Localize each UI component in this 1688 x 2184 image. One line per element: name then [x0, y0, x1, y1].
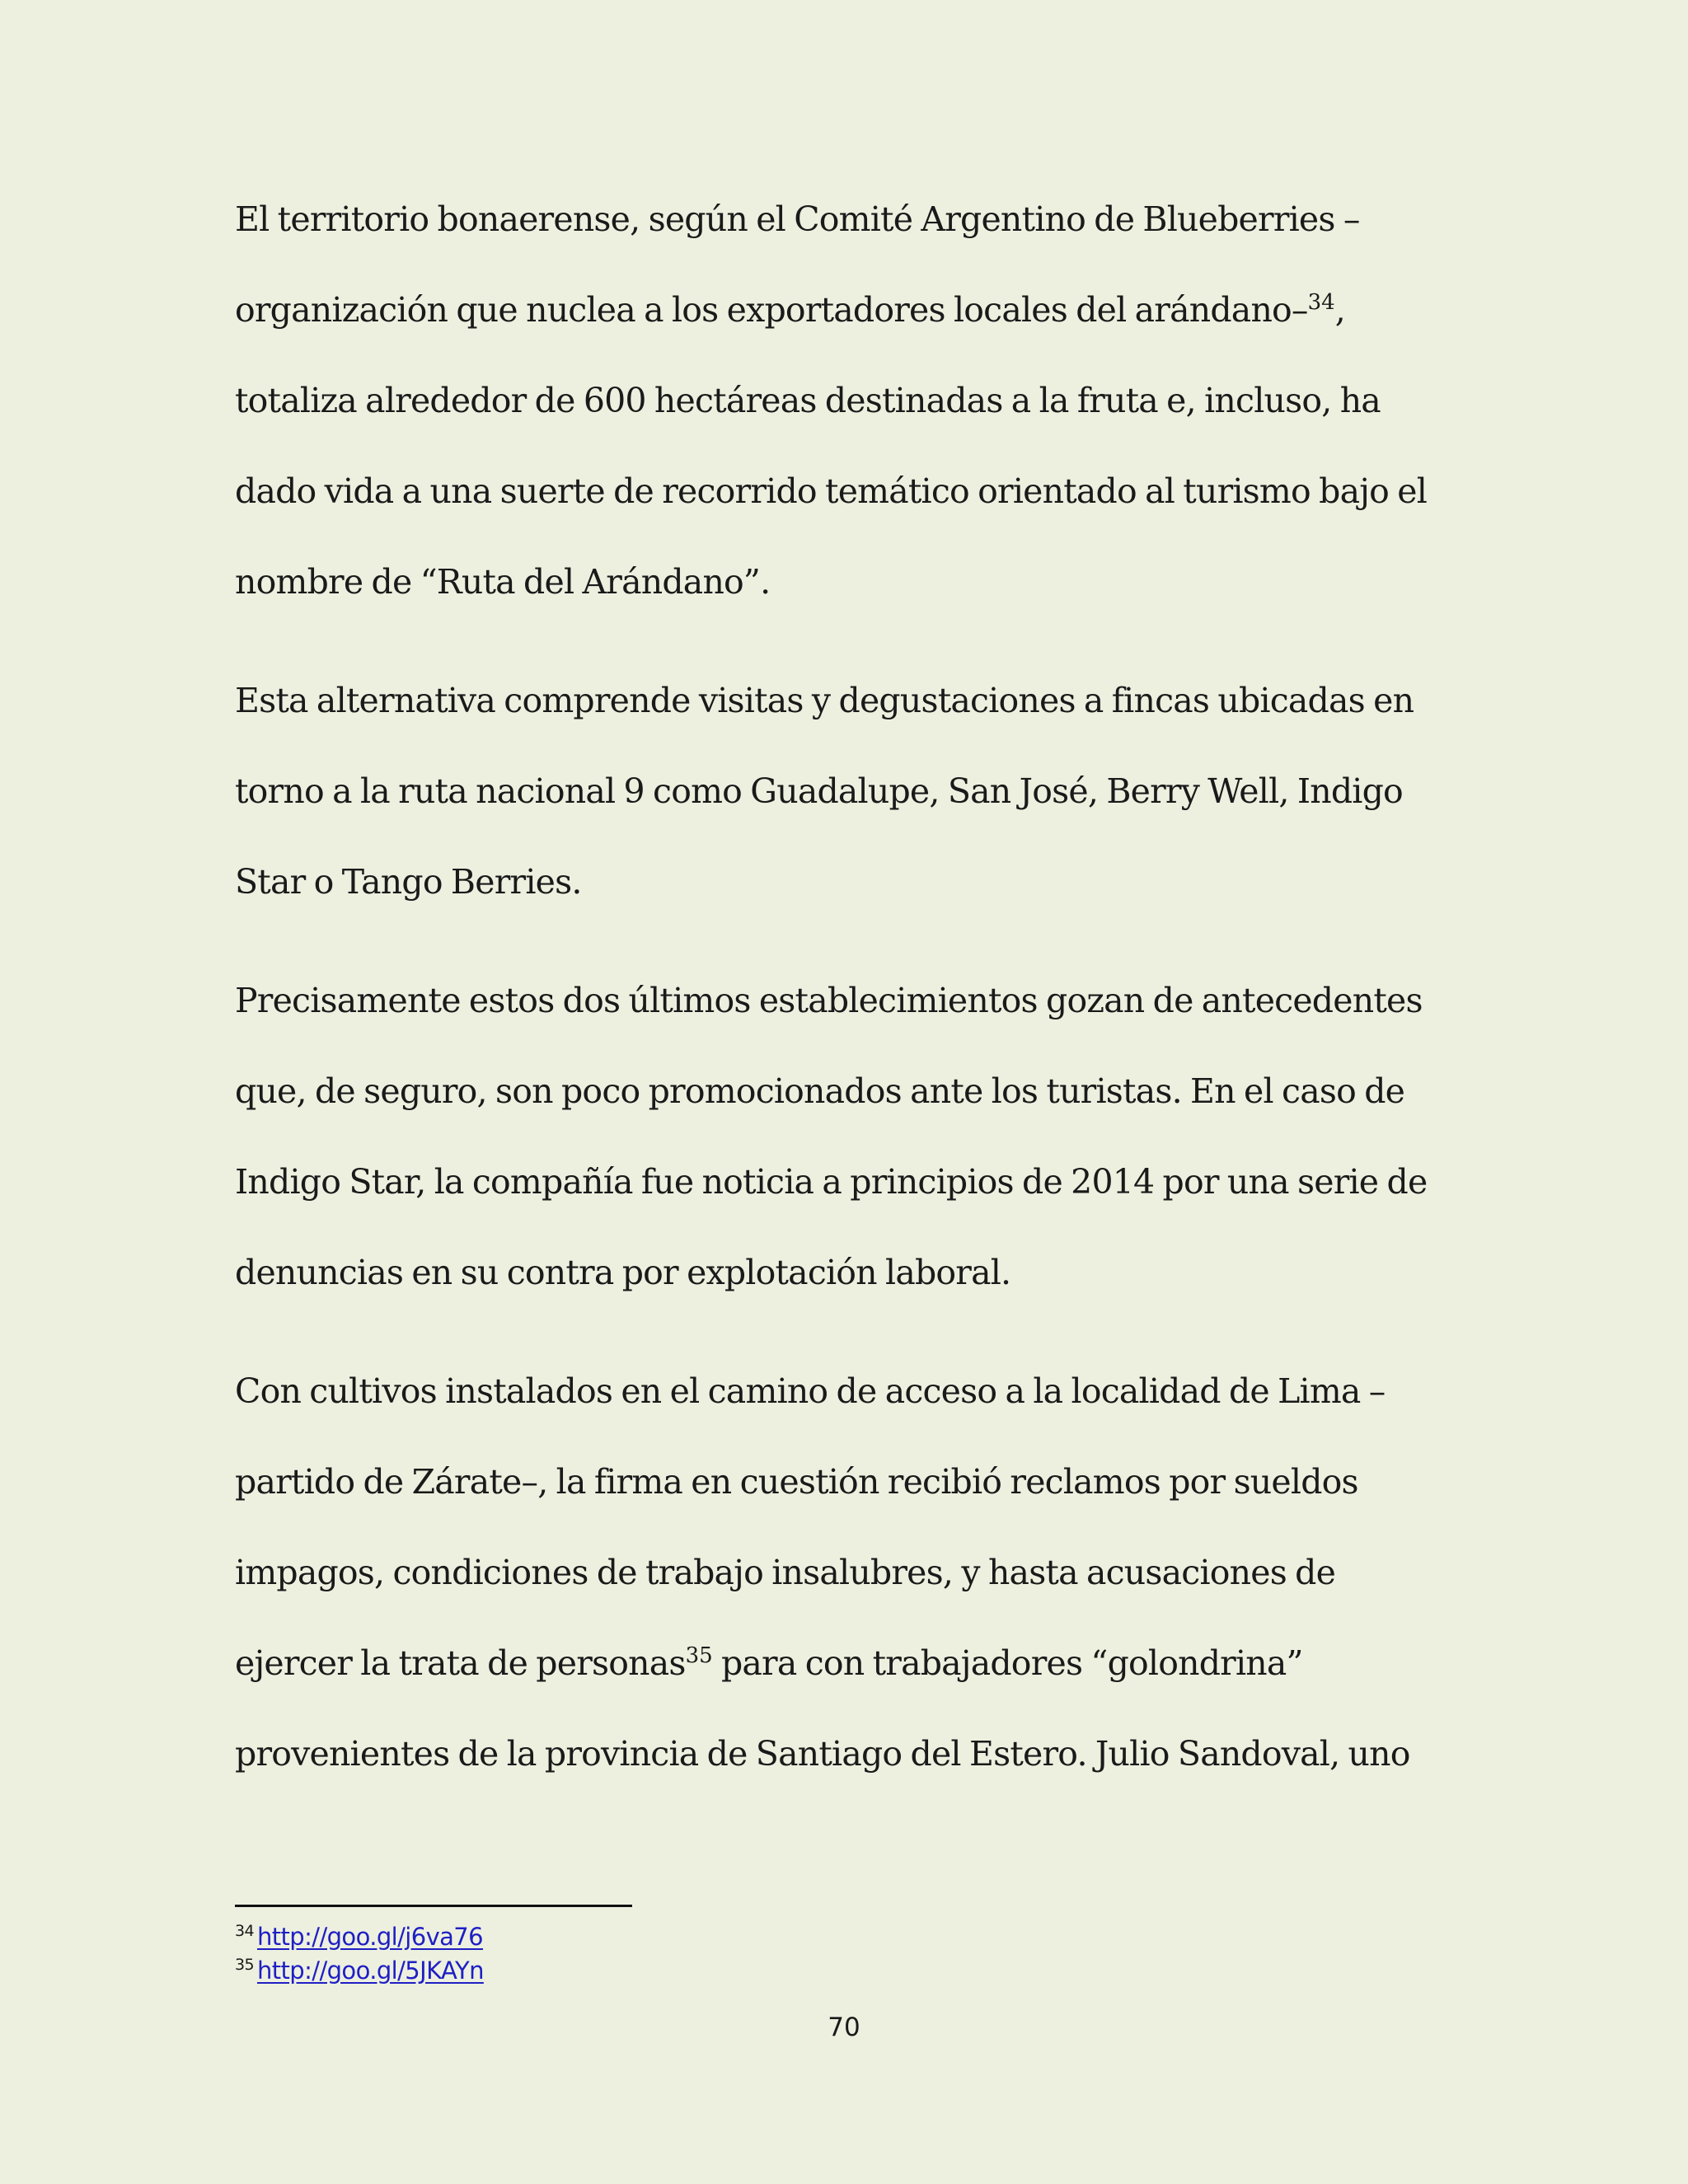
- line-text: El territorio bonaerense, según el Comité Argentino de Blueberries –: [235, 199, 1360, 239]
- line-text: Esta alternativa comprende visitas y degustaciones a fincas ubicadas en: [235, 681, 1414, 720]
- text-line: [235, 969, 1471, 1060]
- text-line: [235, 1241, 1471, 1332]
- footnote-separator: [235, 1905, 632, 1907]
- line-text: Indigo Star, la compañía fue noticia a principios de 2014 por una serie de: [235, 1162, 1428, 1202]
- line-text: denuncias en su contra por explotación laboral.: [235, 1253, 1011, 1292]
- line-text: partido de Zárate–, la firma en cuestión recibió reclamos por sueldos: [235, 1462, 1358, 1502]
- text-line: [235, 1360, 1471, 1451]
- paragraph-4: [235, 1360, 1471, 1813]
- footnote-35: [235, 1954, 484, 1988]
- footnote-ref-35[interactable]: 35: [685, 1643, 713, 1668]
- line-text: nombre de “Ruta del Arándano”.: [235, 562, 771, 602]
- text-line: [235, 1060, 1471, 1151]
- line-text: que, de seguro, son poco promocionados ante los turistas. En el caso de: [235, 1071, 1405, 1111]
- text-line: [235, 669, 1471, 760]
- footnote-link[interactable]: http://goo.gl/5JKAYn: [256, 1957, 484, 1985]
- text-line: [235, 1722, 1471, 1813]
- footnote-number: 34: [235, 1922, 254, 1940]
- paragraph-2: [235, 669, 1471, 941]
- text-line: [235, 460, 1471, 551]
- paragraph-3: [235, 969, 1471, 1332]
- text-line: [235, 1451, 1471, 1541]
- text-line: [235, 760, 1471, 851]
- body-text: [235, 188, 1471, 1841]
- line-text: Con cultivos instalados en el camino de acceso a la localidad de Lima –: [235, 1371, 1386, 1411]
- line-text-after: ,: [1334, 290, 1345, 330]
- text-line: [235, 1541, 1471, 1632]
- text-line: [235, 279, 1471, 369]
- text-line: [235, 551, 1471, 641]
- line-text: provenientes de la provincia de Santiago del Estero. Julio Sandoval, uno: [235, 1734, 1410, 1774]
- line-text: organización que nuclea a los exportadores locales del arándano–: [235, 290, 1308, 330]
- paragraph-1: [235, 188, 1471, 641]
- line-text: torno a la ruta nacional 9 como Guadalupe, San José, Berry Well, Indigo: [235, 771, 1403, 811]
- line-text: Precisamente estos dos últimos establecimientos gozan de antecedentes: [235, 981, 1423, 1020]
- footnote-number: 35: [235, 1956, 254, 1974]
- footnote-ref-34[interactable]: 34: [1307, 290, 1335, 315]
- line-text: dado vida a una suerte de recorrido temático orientado al turismo bajo el: [235, 471, 1428, 511]
- text-line: [235, 1632, 1471, 1722]
- footnotes: [235, 1920, 484, 1988]
- text-line: [235, 1151, 1471, 1241]
- footnote-34: [235, 1920, 484, 1954]
- line-text: totaliza alrededor de 600 hectáreas destinadas a la fruta e, incluso, ha: [235, 381, 1381, 420]
- text-line: [235, 188, 1471, 279]
- line-text: Star o Tango Berries.: [235, 862, 582, 902]
- text-line: [235, 369, 1471, 460]
- line-text-after: para con trabajadores “golondrina”: [712, 1643, 1303, 1683]
- text-line: [235, 851, 1471, 941]
- footnote-link[interactable]: http://goo.gl/j6va76: [256, 1923, 484, 1951]
- page-number: 70: [828, 2013, 860, 2042]
- line-text: ejercer la trata de personas: [235, 1643, 686, 1683]
- line-text: impagos, condiciones de trabajo insalubres, y hasta acusaciones de: [235, 1553, 1336, 1592]
